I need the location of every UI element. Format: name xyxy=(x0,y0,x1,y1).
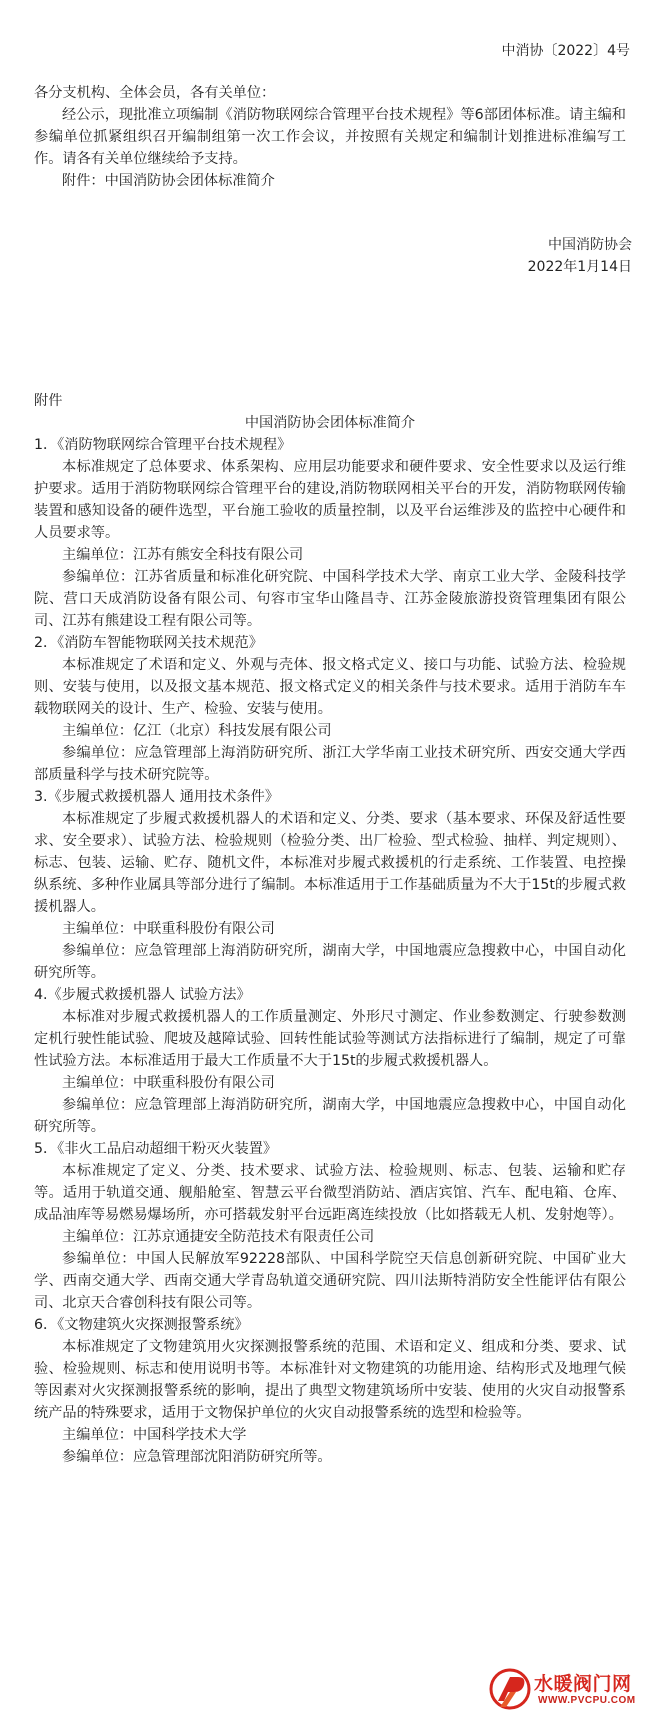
standard-heading: 4.《步履式救援机器人 试验方法》 xyxy=(34,987,251,1003)
standard-item xyxy=(34,1314,626,1468)
standard-participants: 参编单位：应急管理部上海消防研究所，湖南大学，中国地震应急搜救中心，中国自动化研究所等。 xyxy=(34,943,626,981)
site-watermark[interactable] xyxy=(488,1667,646,1710)
salutation: 各分支机构、全体会员，各有关单位： xyxy=(34,85,276,101)
attachment-reference: 附件：中国消防协会团体标准简介 xyxy=(62,173,275,189)
standard-item xyxy=(34,434,626,632)
standard-participants: 参编单位：中国人民解放军92228部队、中国科学院空天信息创新研究院、中国矿业大学、西南交通大学、西南交通大学青岛轨道交通研究院、四川法斯特消防安全性能评估有限公司、北京天合睿创科技有限公司等。 xyxy=(34,1251,626,1311)
standard-participants: 参编单位：江苏省质量和标准化研究院、中国科学技术大学、南京工业大学、金陵科技学院、营口天成消防设备有限公司、句容市宝华山隆昌寺、江苏金陵旅游投资管理集团有限公司、江苏有熊建设工程有限公司等。 xyxy=(34,569,626,629)
standard-heading: 3.《步履式救援机器人 通用技术条件》 xyxy=(34,789,280,805)
signature: 中国消防协会 xyxy=(548,237,632,253)
standard-description: 本标准规定了文物建筑用火灾探测报警系统的范围、术语和定义、组成和分类、要求、试验、检验规则、标志和使用说明书等。本标准针对文物建筑的功能用途、结构形式及地理气候等因素对火灾探测报警系统的影响，提出了典型文物建筑场所中安装、使用的火灾自动报警系统产品的特殊要求，适用于文物保护单位的火灾自动报警系统的选型和检验等。 xyxy=(34,1339,626,1421)
standard-heading: 2．《消防车智能物联网关技术规范》 xyxy=(34,635,263,651)
standard-editor: 主编单位：中联重科股份有限公司 xyxy=(62,1075,275,1091)
attachment-label: 附件 xyxy=(34,393,63,409)
standard-item xyxy=(34,786,626,984)
standard-editor: 主编单位：中国科学技术大学 xyxy=(62,1427,247,1443)
watermark-url[interactable]: WWW.PVCPU.COM xyxy=(538,1695,636,1706)
attachment-section xyxy=(34,390,626,1468)
standard-item xyxy=(34,984,626,1138)
watermark-name: 水暖阀门网 xyxy=(534,1673,632,1695)
issue-date: 2022年1月14日 xyxy=(527,259,632,275)
standard-participants: 参编单位：应急管理部沈阳消防研究所等。 xyxy=(62,1449,332,1465)
notice-body xyxy=(34,82,626,192)
standard-editor: 主编单位：江苏京通捷安全防范技术有限责任公司 xyxy=(62,1229,375,1245)
standard-item xyxy=(34,1138,626,1314)
standard-heading: 6．《文物建筑火灾探测报警系统》 xyxy=(34,1317,249,1333)
standard-editor: 主编单位：江苏有熊安全科技有限公司 xyxy=(62,547,304,563)
standard-heading: 1．《消防物联网综合管理平台技术规程》 xyxy=(34,437,292,453)
document-number: 中消协〔2022〕4号 xyxy=(501,43,630,59)
notice-paragraph: 经公示，现批准立项编制《消防物联网综合管理平台技术规程》等6部团体标准。请主编和参编单位抓紧组织召开编制组第一次工作会议，并按照有关规定和编制计划推进标准编写工作。请各有关单位继续给予支持。 xyxy=(34,107,626,167)
standard-editor: 主编单位：亿江（北京）科技发展有限公司 xyxy=(62,723,332,739)
standard-heading: 5．《非火工品启动超细干粉灭火装置》 xyxy=(34,1141,278,1157)
standard-description: 本标准规定了定义、分类、技术要求、试验方法、检验规则、标志、包装、运输和贮存等。适用于轨道交通、舰船舱室、智慧云平台微型消防站、酒店宾馆、汽车、配电箱、仓库、成品油库等易燃易爆场所，亦可搭载发射平台远距离连续投放（比如搭载无人机、发射炮等）。 xyxy=(34,1163,626,1223)
standard-description: 本标准对步履式救援机器人的工作质量测定、外形尺寸测定、作业参数测定、行驶参数测定机行驶性能试验、爬坡及越障试验、回转性能试验等测试方法指标进行了编制，规定了可靠性试验方法。本标准适用于最大工作质量不大于15t的步履式救援机器人。 xyxy=(34,1009,626,1069)
attachment-title: 中国消防协会团体标准简介 xyxy=(244,415,416,431)
standard-editor: 主编单位：中联重科股份有限公司 xyxy=(62,921,275,937)
signature-block xyxy=(528,234,632,278)
standard-participants: 参编单位：应急管理部上海消防研究所、浙江大学华南工业技术研究所、西安交通大学西部质量科学与技术研究院等。 xyxy=(34,745,626,783)
standard-description: 本标准规定了步履式救援机器人的术语和定义、分类、要求（基本要求、环保及舒适性要求、安全要求）、试验方法、检验规则（检验分类、出厂检验、型式检验、抽样、判定规则）、标志、包装、运输、贮存、随机文件，本标准对步履式救援机的行走系统、工作装置、电控操纵系统、多种作业属具等部分进行了编制。本标准适用于工作基础质量为不大于15t的步履式救援机器人。 xyxy=(34,811,626,915)
pipe-logo-icon xyxy=(488,1667,534,1710)
standard-item xyxy=(34,632,626,786)
standard-description: 本标准规定了总体要求、体系架构、应用层功能要求和硬件要求、安全性要求以及运行维护要求。适用于消防物联网综合管理平台的建设,消防物联网相关平台的开发，消防物联网传输装置和感知设备的硬件选型，平台施工验收的质量控制，以及平台运维涉及的监控中心硬件和人员要求等。 xyxy=(34,459,626,541)
standard-description: 本标准规定了术语和定义、外观与壳体、报文格式定义、接口与功能、试验方法、检验规则、安装与使用，以及报文基本规范、报文格式定义的相关条件与技术要求。适用于消防车车载物联网关的设计、生产、检验、安装与使用。 xyxy=(34,657,626,717)
standard-participants: 参编单位：应急管理部上海消防研究所，湖南大学，中国地震应急搜救中心，中国自动化研究所等。 xyxy=(34,1097,626,1135)
